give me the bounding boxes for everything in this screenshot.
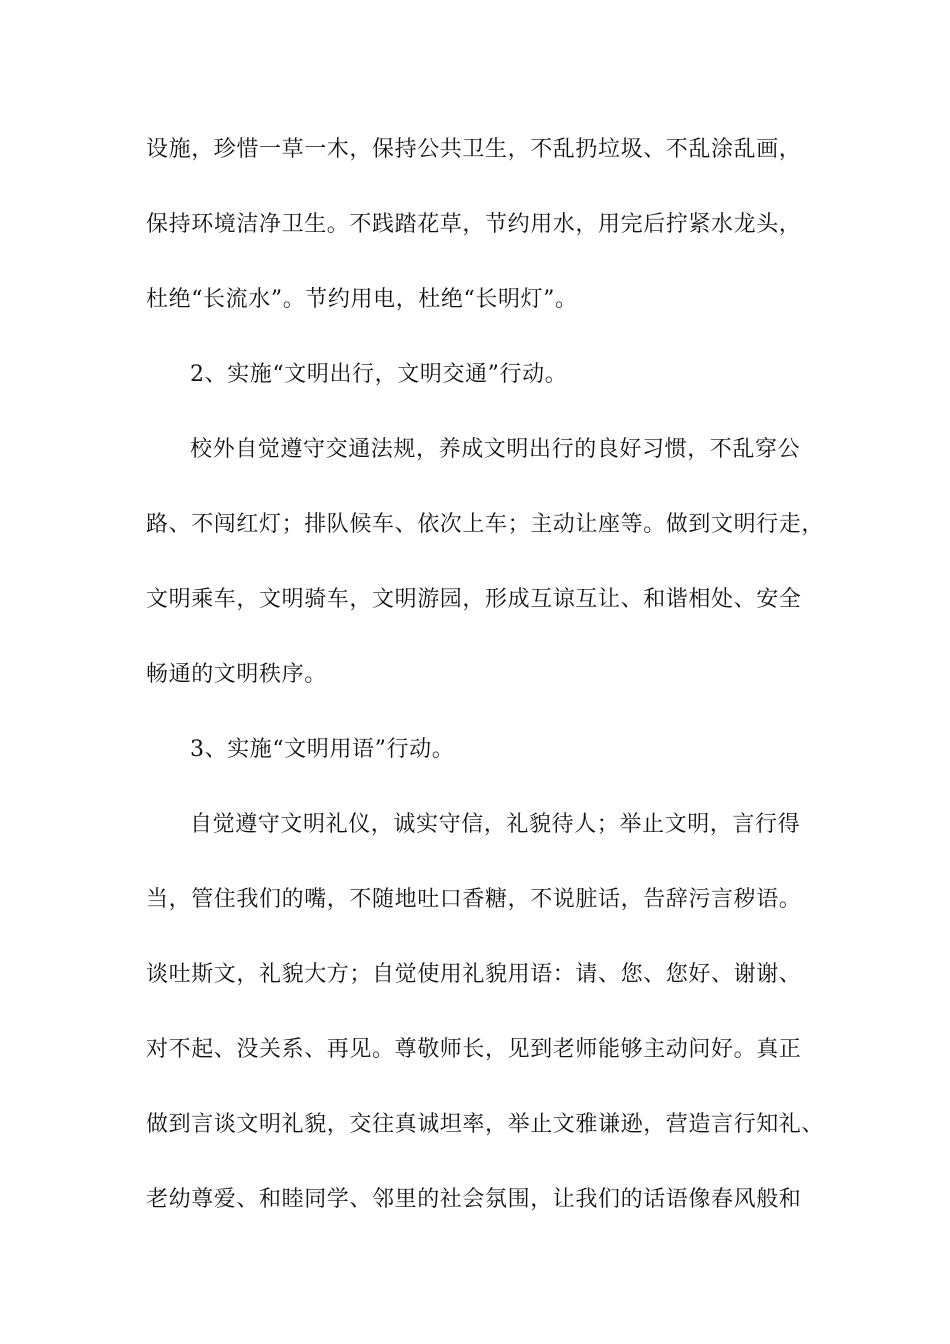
text-line: 杜绝“长流水”。节约用电，杜绝“长明灯”。 <box>146 287 578 312</box>
text-line: 老幼尊爱、和睦同学、邻里的社会氛围，让我们的话语像春风般和 <box>146 1187 802 1212</box>
text-line: 谈吐斯文，礼貌大方；自觉使用礼貌用语：请、您、您好、谢谢、 <box>146 962 802 987</box>
section-heading: 2、实施“文明出行，文明交通”行动。 <box>190 362 568 387</box>
text-line: 做到言谈文明礼貌，交往真诚坦率，举止文雅谦逊，营造言行知礼、 <box>146 1112 825 1137</box>
text-line: 设施，珍惜一草一木，保持公共卫生，不乱扔垃圾、不乱涂乱画， <box>146 137 802 162</box>
text-line: 保持环境洁净卫生。不践踏花草，节约用水，用完后拧紧水龙头， <box>146 212 802 237</box>
text-line: 当，管住我们的嘴，不随地吐口香糖，不说脏话，告辞污言秽语。 <box>146 887 802 912</box>
text-line: 文明乘车，文明骑车，文明游园，形成互谅互让、和谐相处、安全 <box>146 587 802 612</box>
text-line: 对不起、没关系、再见。尊敬师长，见到老师能够主动问好。真正 <box>146 1037 802 1062</box>
text-line: 畅通的文明秩序。 <box>146 662 327 687</box>
text-line: 路、不闯红灯；排队候车、依次上车；主动让座等。做到文明行走， <box>146 512 825 537</box>
text-line: 自觉遵守文明礼仪，诚实守信，礼貌待人；举止文明，言行得 <box>190 812 801 837</box>
section-heading: 3、实施“文明用语”行动。 <box>190 737 455 762</box>
text-line: 校外自觉遵守交通法规，养成文明出行的良好习惯，不乱穿公 <box>190 437 801 462</box>
